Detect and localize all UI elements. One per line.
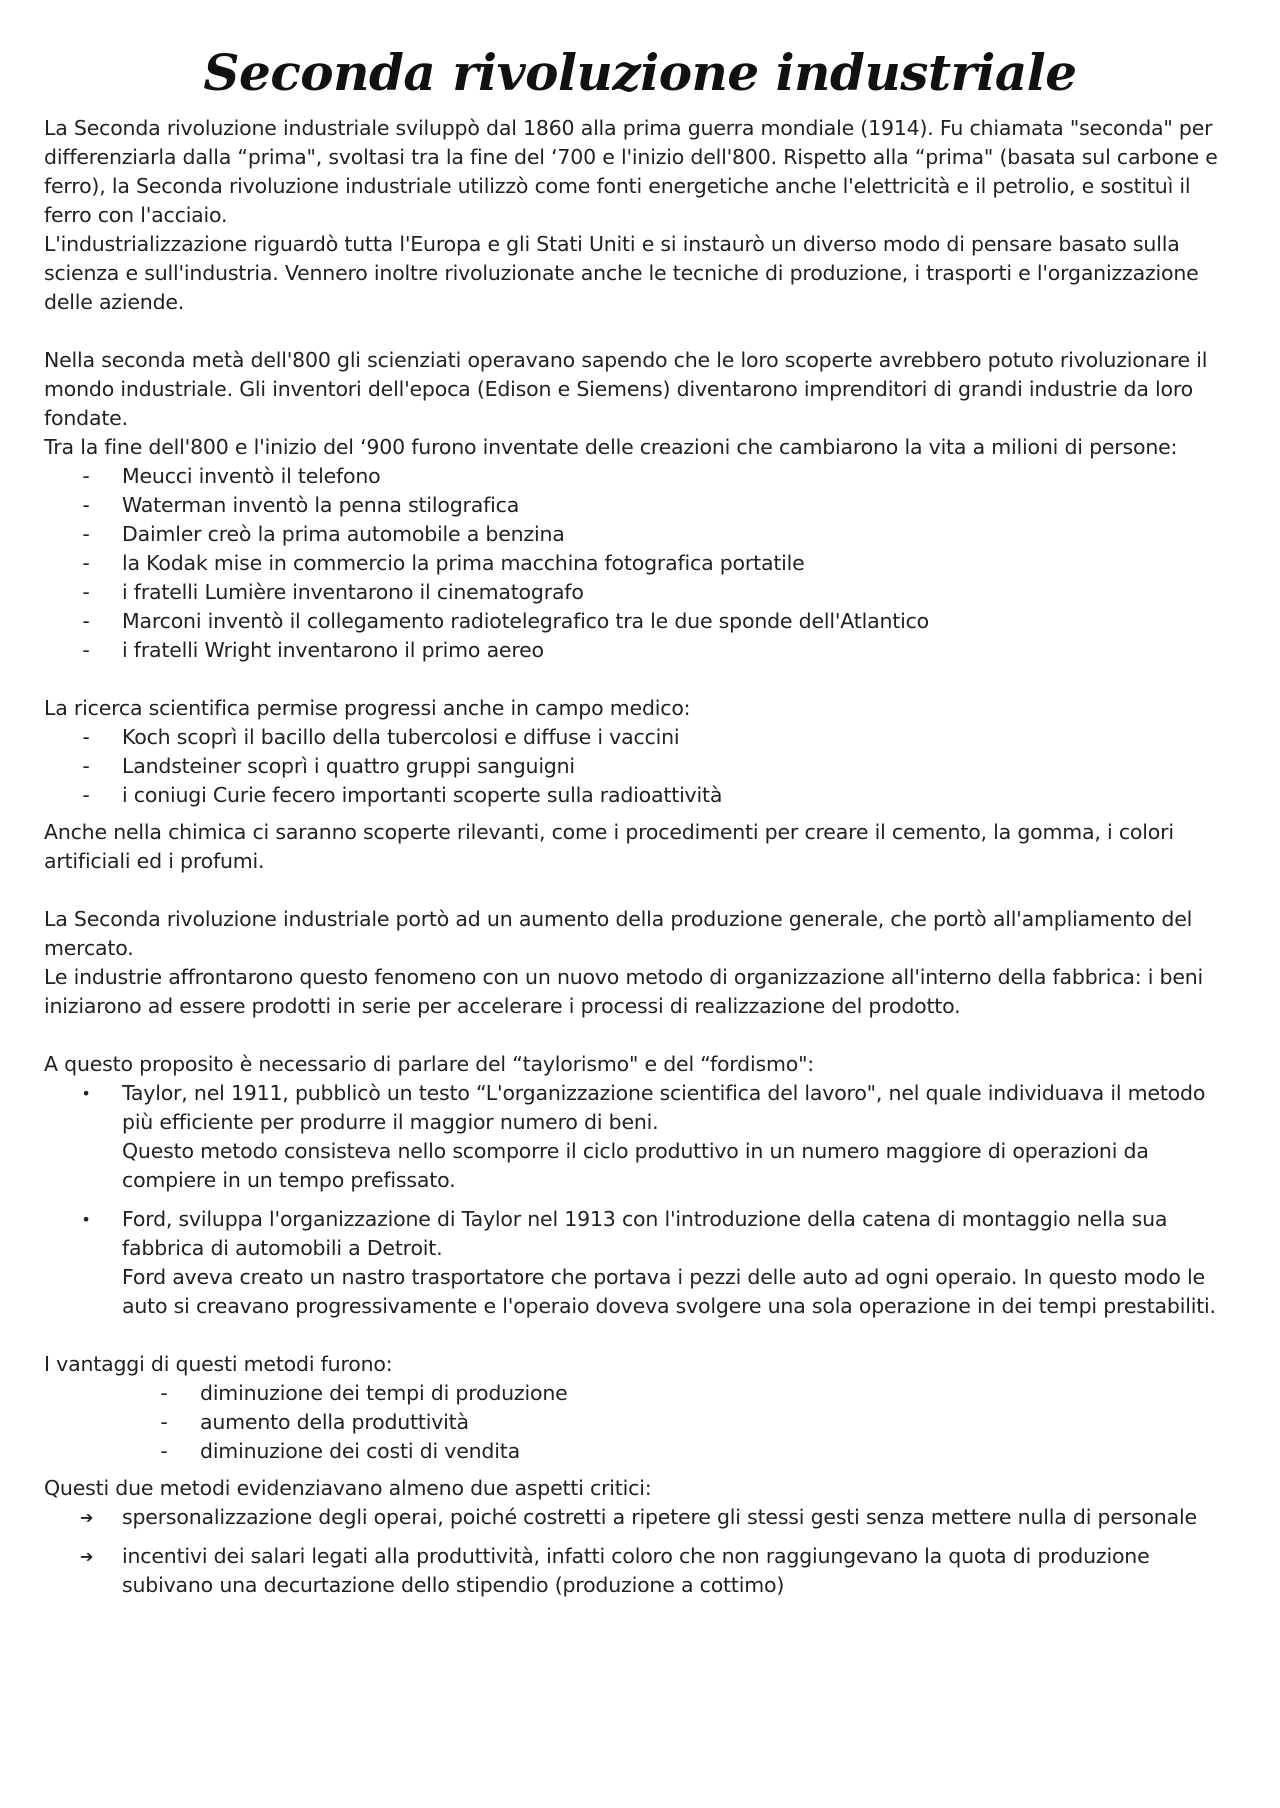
dash-marker: - <box>160 1410 168 1434</box>
list-item: - diminuzione dei costi di vendita <box>158 1437 1236 1466</box>
dash-marker: - <box>82 725 90 749</box>
dash-marker: - <box>82 522 90 546</box>
dash-marker: - <box>82 493 90 517</box>
chemistry-paragraph: Anche nella chimica ci saranno scoperte rilevanti, come i procedimenti per creare il cemento, la gomma, i colori artificiali ed i profumi. <box>44 820 1174 873</box>
dash-marker: - <box>82 464 90 488</box>
list-item: ➔ spersonalizzazione degli operai, poiché costretti a ripetere gli stessi gesti senza mettere nulla di personale <box>80 1503 1236 1532</box>
list-item: - la Kodak mise in commercio la prima macchina fotografica portatile <box>80 549 1236 578</box>
advantages-intro: I vantaggi di questi metodi furono: <box>44 1352 393 1376</box>
intro-paragraph: La Seconda rivoluzione industriale sviluppò dal 1860 alla prima guerra mondiale (1914). Fu chiamata "seconda" per differenziarla dalla “prima", svoltasi tra la fine del ‘700 e l'inizio dell'800. Rispetto alla “prima" (basata sul carbone e ferro), la Seconda rivoluzione industriale utilizzò come fonti energetiche anche l'elettricità e il petrolio, e sostituì il ferro con l'acciaio. <box>44 116 1218 227</box>
list-item: - i fratelli Wright inventarono il primo aereo <box>80 636 1236 665</box>
industries-paragraph: Le industrie affrontarono questo fenomeno con un nuovo metodo di organizzazione all'interno della fabbrica: i beni iniziarono ad essere prodotti in serie per accelerare i processi di realizzazione del prodotto. <box>44 965 1204 1018</box>
list-item: - Daimler creò la prima automobile a benzina <box>80 520 1236 549</box>
list-item: - i coniugi Curie fecero importanti scoperte sulla radioattività <box>80 781 1236 810</box>
industrialization-paragraph: L'industrializzazione riguardò tutta l'Europa e gli Stati Uniti e si instaurò un diverso modo di pensare basato sulla scienza e sull'industria. Vennero inoltre rivoluzionate anche le tecniche di produzione, i trasporti e l'organizzazione delle aziende. <box>44 232 1199 314</box>
methods-list <box>44 1079 1236 1321</box>
list-item: - Waterman inventò la penna stilografica <box>80 491 1236 520</box>
arrow-right-icon: ➔ <box>80 1508 94 1527</box>
arrow-right-icon: ➔ <box>80 1547 94 1566</box>
list-item: - Marconi inventò il collegamento radiotelegrafico tra le due sponde dell'Atlantico <box>80 607 1236 636</box>
list-item: - Landsteiner scoprì i quattro gruppi sanguigni <box>80 752 1236 781</box>
bullet-marker: • <box>81 1084 91 1103</box>
inventions-intro: Tra la fine dell'800 e l'inizio del ‘900 furono inventate delle creazioni che cambiarono la vita a milioni di persone: <box>44 435 1178 459</box>
list-item: • Ford, sviluppa l'organizzazione di Taylor nel 1913 con l'introduzione della catena di montaggio nella sua fabbrica di automobili a Detroit. Ford aveva creato un nastro trasportatore che portava i pezzi delle auto ad ogni operaio. In questo modo le auto si creavano progressivamente e l'operaio doveva svolgere una sola operazione in dei tempi prestabiliti. <box>81 1207 1216 1318</box>
list-item: • Taylor, nel 1911, pubblicò un testo “L'organizzazione scientifica del lavoro", nel quale individuava il metodo più efficiente per produrre il maggior numero di beni. Questo metodo consisteva nello scomporre il ciclo produttivo in un numero maggiore di operazioni da compiere in un tempo prefissato. <box>81 1081 1206 1192</box>
list-item: ➔ incentivi dei salari legati alla produttività, infatti coloro che non raggiungevano la quota di produzione subivano una decurtazione dello stipendio (produzione a cottimo) <box>80 1544 1150 1597</box>
list-item: - i fratelli Lumière inventarono il cinematografo <box>80 578 1236 607</box>
production-paragraph: La Seconda rivoluzione industriale portò ad un aumento della produzione generale, che portò all'ampliamento del mercato. <box>44 907 1193 960</box>
list-item: - aumento della produttività <box>158 1408 1236 1437</box>
medicine-intro: La ricerca scientifica permise progressi anche in campo medico: <box>44 696 691 720</box>
dash-marker: - <box>82 754 90 778</box>
dash-marker: - <box>82 580 90 604</box>
critical-intro: Questi due metodi evidenziavano almeno due aspetti critici: <box>44 1476 652 1500</box>
dash-marker: - <box>160 1381 168 1405</box>
scientists-paragraph: Nella seconda metà dell'800 gli scienziati operavano sapendo che le loro scoperte avrebbero potuto rivoluzionare il mondo industriale. Gli inventori dell'epoca (Edison e Siemens) diventarono imprenditori di grandi industrie da loro fondate. <box>44 348 1208 430</box>
critical-list <box>44 1503 1236 1600</box>
list-item: - diminuzione dei tempi di produzione <box>158 1379 1236 1408</box>
taylorism-intro: A questo proposito è necessario di parlare del “taylorismo" e del “fordismo": <box>44 1052 815 1076</box>
list-item: - Koch scoprì il bacillo della tubercolosi e diffuse i vaccini <box>80 723 1236 752</box>
dash-marker: - <box>82 638 90 662</box>
dash-marker: - <box>82 783 90 807</box>
bullet-marker: • <box>81 1210 91 1229</box>
advantages-list <box>44 1379 1236 1466</box>
inventions-list <box>44 462 1236 665</box>
dash-marker: - <box>82 609 90 633</box>
list-item: - Meucci inventò il telefono <box>80 462 1236 491</box>
document-title: Seconda rivoluzione industriale <box>203 43 1077 102</box>
dash-marker: - <box>82 551 90 575</box>
medicine-list <box>44 723 1236 810</box>
dash-marker: - <box>160 1439 168 1463</box>
